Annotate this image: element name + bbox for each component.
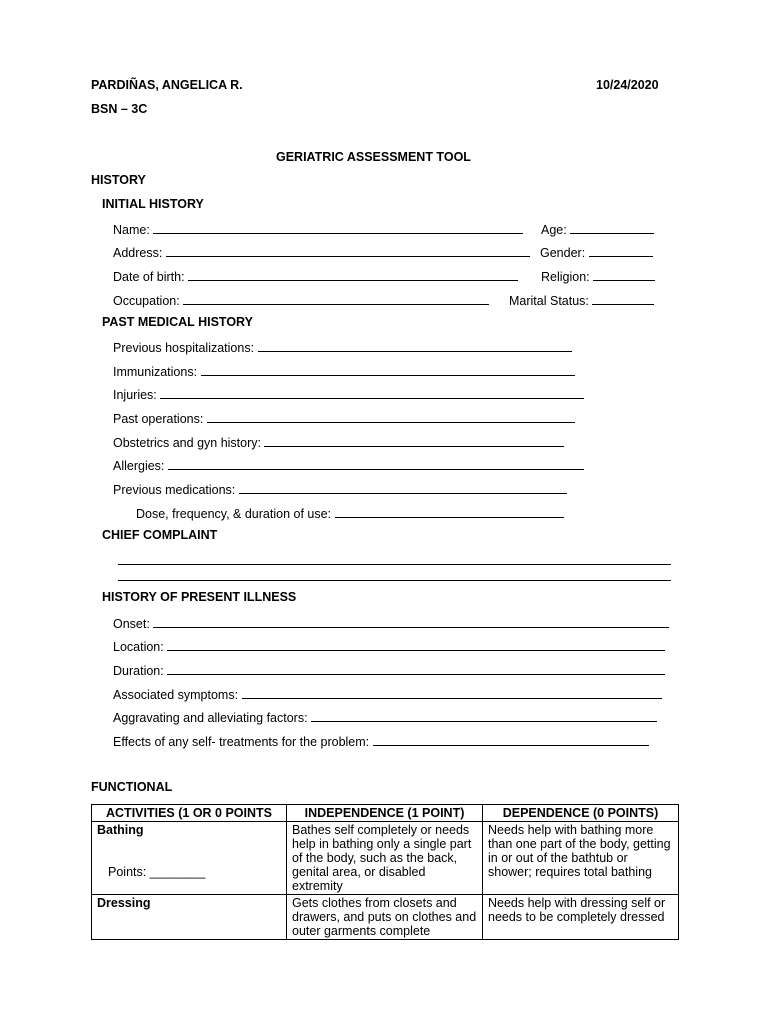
age-blank xyxy=(570,221,654,234)
student-section: BSN – 3C xyxy=(91,102,148,116)
table-row xyxy=(92,895,679,940)
religion-field xyxy=(541,268,655,284)
initial-history-heading: INITIAL HISTORY xyxy=(102,197,204,211)
duration-blank xyxy=(167,662,665,675)
functional-table-header-row xyxy=(92,805,679,822)
obstetrics-label: Obstetrics and gyn history: xyxy=(113,436,261,450)
past-medical-history-heading: PAST MEDICAL HISTORY xyxy=(102,315,253,329)
allergies-field xyxy=(113,457,584,473)
aggravating-factors-blank xyxy=(311,709,657,722)
gender-blank xyxy=(589,244,653,257)
dob-blank xyxy=(188,268,518,281)
location-label: Location: xyxy=(113,640,164,654)
past-operations-field xyxy=(113,410,575,426)
age-label: Age: xyxy=(541,223,567,237)
medications-blank xyxy=(239,481,567,494)
injuries-blank xyxy=(160,386,584,399)
marital-status-field xyxy=(509,292,654,308)
duration-field xyxy=(113,662,665,678)
dependence-cell: Needs help with bathing more than one part of the body, getting in or out of the bathtub or shower; requires total bathing xyxy=(483,822,679,895)
self-treatment-effects-label: Effects of any self- treatments for the problem: xyxy=(113,735,370,749)
functional-table xyxy=(91,804,679,940)
activity-name: Bathing xyxy=(97,823,144,837)
obstetrics-field xyxy=(113,434,564,450)
aggravating-factors-field xyxy=(113,709,657,725)
activity-cell xyxy=(92,895,287,940)
immunizations-field xyxy=(113,363,575,379)
history-heading: HISTORY xyxy=(91,173,146,187)
address-label: Address: xyxy=(113,246,163,260)
medications-label: Previous medications: xyxy=(113,483,236,497)
hospitalizations-field xyxy=(113,339,572,355)
independence-column-header: INDEPENDENCE (1 POINT) xyxy=(287,805,483,822)
injuries-label: Injuries: xyxy=(113,388,157,402)
religion-blank xyxy=(593,268,655,281)
name-field xyxy=(113,221,523,237)
functional-heading: FUNCTIONAL xyxy=(91,780,173,794)
hospitalizations-blank xyxy=(258,339,572,352)
points-blank: Points: ________ xyxy=(108,865,206,879)
address-field xyxy=(113,244,530,260)
document-date: 10/24/2020 xyxy=(596,78,659,92)
occupation-field xyxy=(113,292,489,308)
dob-field xyxy=(113,268,518,284)
associated-symptoms-label: Associated symptoms: xyxy=(113,688,239,702)
past-operations-label: Past operations: xyxy=(113,412,204,426)
self-treatment-effects-blank xyxy=(373,733,649,746)
religion-label: Religion: xyxy=(541,270,590,284)
location-field xyxy=(113,638,665,654)
dose-label: Dose, frequency, & duration of use: xyxy=(136,507,332,521)
independence-cell: Gets clothes from closets and drawers, and puts on clothes and outer garments complete xyxy=(287,895,483,940)
chief-complaint-heading: CHIEF COMPLAINT xyxy=(102,528,218,542)
obstetrics-blank xyxy=(264,434,564,447)
age-field xyxy=(541,221,654,237)
onset-blank xyxy=(153,615,669,628)
name-blank xyxy=(153,221,523,234)
occupation-blank xyxy=(183,292,489,305)
associated-symptoms-field xyxy=(113,686,662,702)
occupation-label: Occupation: xyxy=(113,294,180,308)
onset-label: Onset: xyxy=(113,617,150,631)
independence-cell: Bathes self completely or needs help in bathing only a single part of the body, such as the back, genital area, or disabled extremity xyxy=(287,822,483,895)
aggravating-factors-label: Aggravating and alleviating factors: xyxy=(113,711,308,725)
student-name: PARDIÑAS, ANGELICA R. xyxy=(91,78,243,92)
past-operations-blank xyxy=(207,410,575,423)
document-title: GERIATRIC ASSESSMENT TOOL xyxy=(276,150,471,164)
location-blank xyxy=(167,638,665,651)
chief-complaint-blank-2 xyxy=(118,580,671,581)
activity-name: Dressing xyxy=(97,896,151,910)
present-illness-heading: HISTORY OF PRESENT ILLNESS xyxy=(102,590,297,604)
address-blank xyxy=(166,244,530,257)
activity-cell xyxy=(92,822,287,895)
medications-field xyxy=(113,481,567,497)
dependence-cell: Needs help with dressing self or needs to be completely dressed xyxy=(483,895,679,940)
marital-status-blank xyxy=(592,292,654,305)
duration-label: Duration: xyxy=(113,664,164,678)
dependence-column-header: DEPENDENCE (0 POINTS) xyxy=(483,805,679,822)
hospitalizations-label: Previous hospitalizations: xyxy=(113,341,255,355)
table-row xyxy=(92,822,679,895)
name-label: Name: xyxy=(113,223,150,237)
immunizations-blank xyxy=(201,363,575,376)
immunizations-label: Immunizations: xyxy=(113,365,198,379)
chief-complaint-blank-1 xyxy=(118,564,671,565)
onset-field xyxy=(113,615,669,631)
dob-label: Date of birth: xyxy=(113,270,185,284)
allergies-blank xyxy=(168,457,584,470)
allergies-label: Allergies: xyxy=(113,459,165,473)
marital-status-label: Marital Status: xyxy=(509,294,589,308)
gender-label: Gender: xyxy=(540,246,586,260)
gender-field xyxy=(540,244,653,260)
dose-blank xyxy=(335,505,564,518)
self-treatment-effects-field xyxy=(113,733,649,749)
dose-field xyxy=(136,505,564,521)
activities-column-header: ACTIVITIES (1 OR 0 POINTS xyxy=(92,805,287,822)
associated-symptoms-blank xyxy=(242,686,662,699)
injuries-field xyxy=(113,386,584,402)
